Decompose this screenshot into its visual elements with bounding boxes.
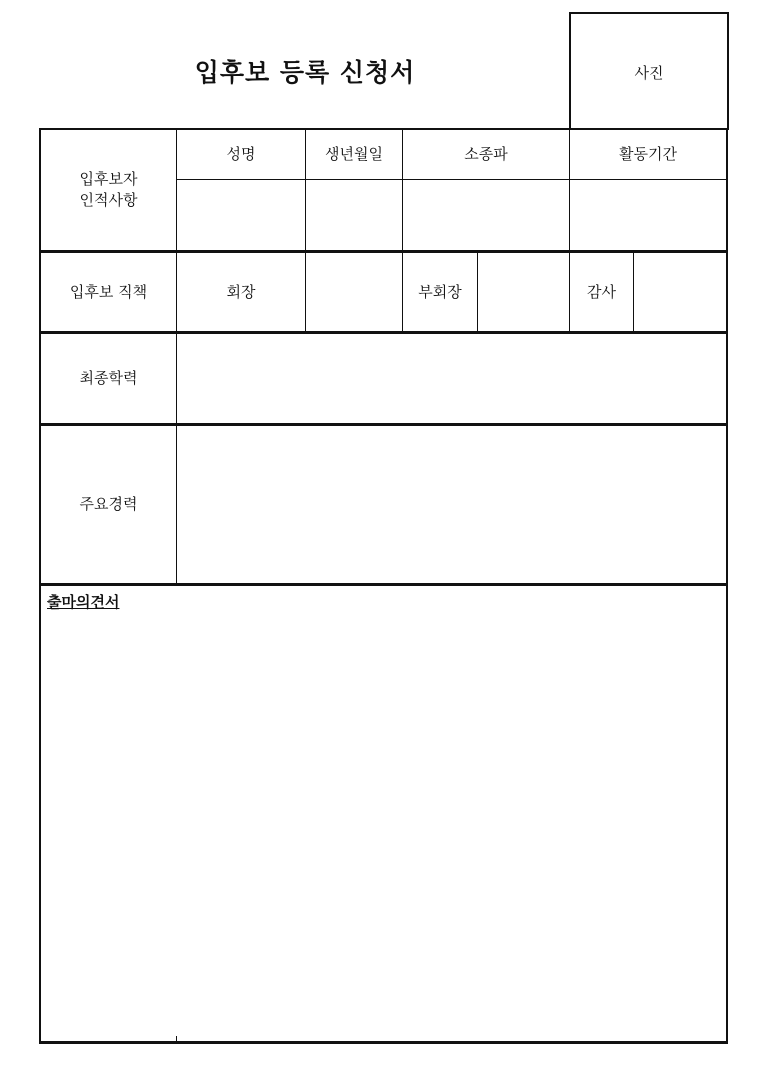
position-president-label: 회장 bbox=[226, 282, 256, 301]
header-activity-period: 활동기간 bbox=[619, 145, 677, 163]
header-name: 성명 bbox=[226, 145, 256, 163]
photo-label: 사진 bbox=[634, 64, 664, 82]
career-field[interactable] bbox=[177, 426, 726, 583]
name-field[interactable] bbox=[177, 180, 305, 250]
position-auditor-label: 감사 bbox=[587, 282, 616, 301]
opinion-text-area[interactable] bbox=[42, 616, 726, 1040]
photo-box[interactable] bbox=[569, 12, 729, 130]
birthdate-field[interactable] bbox=[306, 180, 402, 250]
header-denomination: 소종파 bbox=[464, 145, 508, 163]
education-label: 최종학력 bbox=[79, 369, 138, 387]
activity-period-field[interactable] bbox=[570, 180, 726, 250]
personal-info-label-line2: 인적사항 bbox=[79, 191, 138, 209]
education-field[interactable] bbox=[177, 334, 726, 423]
opinion-heading: 출마의견서 bbox=[47, 593, 120, 611]
header-birthdate: 생년월일 bbox=[325, 145, 383, 163]
position-label: 입후보 직책 bbox=[69, 282, 148, 301]
president-checkbox-field[interactable] bbox=[306, 253, 402, 331]
form-title: 입후보 등록 신청서 bbox=[194, 58, 416, 87]
career-label: 주요경력 bbox=[79, 495, 138, 513]
vice-president-checkbox-field[interactable] bbox=[478, 253, 569, 331]
personal-info-label-line1: 입후보자 bbox=[79, 170, 138, 188]
table-bottom-border bbox=[39, 1041, 728, 1044]
personal-info-label bbox=[41, 130, 176, 250]
auditor-checkbox-field[interactable] bbox=[634, 253, 726, 331]
table-right-border bbox=[726, 128, 728, 1044]
position-vice-president-label: 부회장 bbox=[418, 282, 462, 301]
denomination-field[interactable] bbox=[403, 180, 569, 250]
section-divider-line bbox=[39, 583, 728, 586]
